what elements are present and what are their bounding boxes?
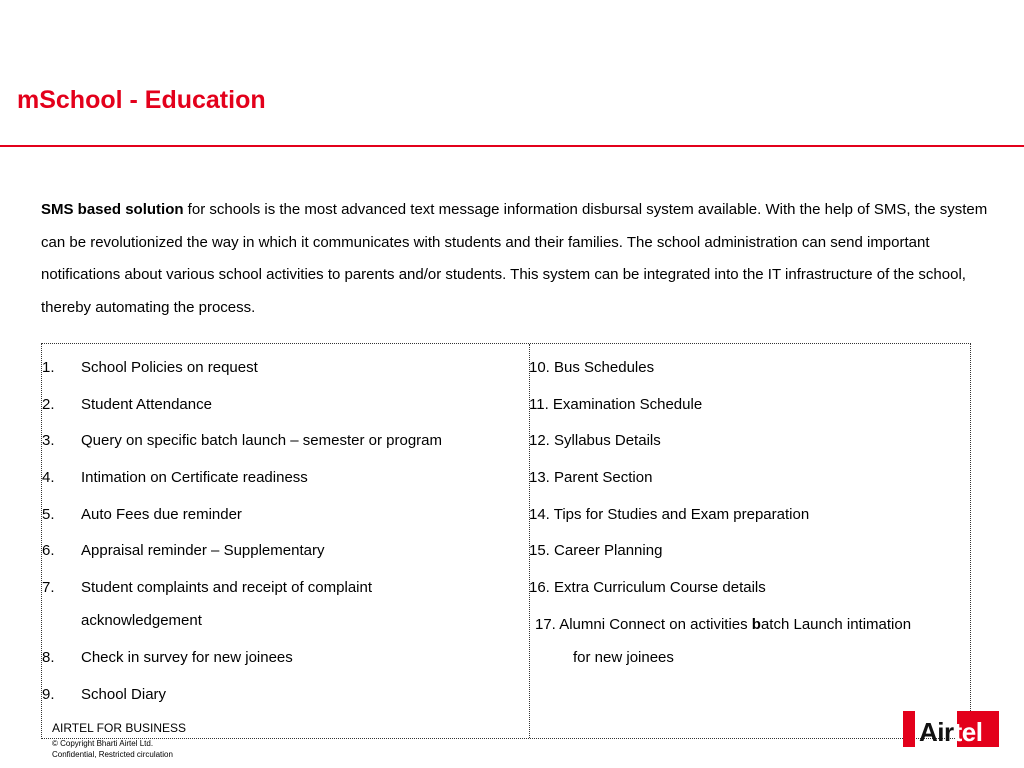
logo-wordmark (919, 717, 982, 748)
item-text: Appraisal reminder – Supplementary (81, 542, 325, 560)
features-right-list (529, 351, 969, 678)
item-number: 9. (42, 685, 55, 703)
list-item (42, 351, 528, 384)
list-item: 15. Career Planning (529, 542, 663, 560)
list-item (42, 641, 528, 674)
item-text: Intimation on Certificate readiness (81, 469, 308, 487)
intro-text: for schools is the most advanced text message information disbursal system available. With the help of SMS, the system can be revolutionized the way in which it communicates with students and their families. The school administration can send important notifications about various school activities to parents and/or students. This system can be integrated into the IT infrastructure of the school, thereby automating the process. (41, 201, 988, 316)
item-text: School Diary (81, 685, 167, 703)
item-number: 3. (42, 432, 55, 450)
list-item (529, 608, 969, 674)
list-item (42, 678, 528, 711)
logo-part2: tel (953, 717, 983, 747)
list-item: 14. Tips for Studies and Exam preparation (529, 505, 810, 523)
airtel-logo (903, 711, 999, 747)
item-text-continued: for new joinees (573, 648, 674, 666)
list-item: 16. Extra Curriculum Course details (529, 579, 766, 597)
list-item (42, 534, 528, 567)
item-text: Query on specific batch launch – semester or program (81, 432, 443, 450)
copyright-text: © Copyright Bharti Airtel Ltd. (52, 739, 154, 748)
confidential-text: Confidential, Restricted circulation (52, 750, 173, 759)
item-text-post: atch Launch intimation (760, 615, 912, 633)
list-item (42, 498, 528, 531)
item-text: Auto Fees due reminder (81, 505, 242, 523)
list-item (42, 571, 461, 637)
intro-paragraph (41, 194, 991, 324)
logo-red-bar (903, 711, 915, 747)
list-item (42, 424, 528, 457)
item-text-pre: 17. Alumni Connect on activities (535, 615, 752, 633)
item-text: Check in survey for new joinees (81, 648, 293, 666)
item-number: 5. (42, 505, 55, 523)
item-text: Student Attendance (81, 395, 212, 413)
list-item (42, 388, 528, 421)
list-item: 11. Examination Schedule (529, 395, 703, 413)
item-text-bold: b (751, 615, 761, 633)
logo-part1: Air (919, 717, 954, 747)
item-number: 7. (42, 579, 55, 597)
item-number: 8. (42, 648, 55, 666)
list-item: 13. Parent Section (529, 469, 653, 487)
item-number: 1. (42, 359, 55, 376)
features-left-list (42, 351, 528, 714)
item-text: Student complaints and receipt of complaint acknowledgement (81, 579, 372, 630)
footer-copyright (52, 738, 173, 760)
title-rule (0, 145, 1024, 147)
features-table (41, 343, 971, 739)
list-item: 10. Bus Schedules (529, 359, 655, 376)
list-item: 12. Syllabus Details (529, 432, 661, 450)
item-number: 2. (42, 395, 55, 413)
item-number: 6. (42, 542, 55, 560)
item-text: School Policies on request (81, 359, 258, 376)
item-number: 4. (42, 469, 55, 487)
list-item (42, 461, 528, 494)
footer-label: AIRTEL FOR BUSINESS (52, 721, 187, 735)
page-title: mSchool - Education (17, 86, 266, 114)
intro-bold: SMS based solution (41, 201, 184, 218)
